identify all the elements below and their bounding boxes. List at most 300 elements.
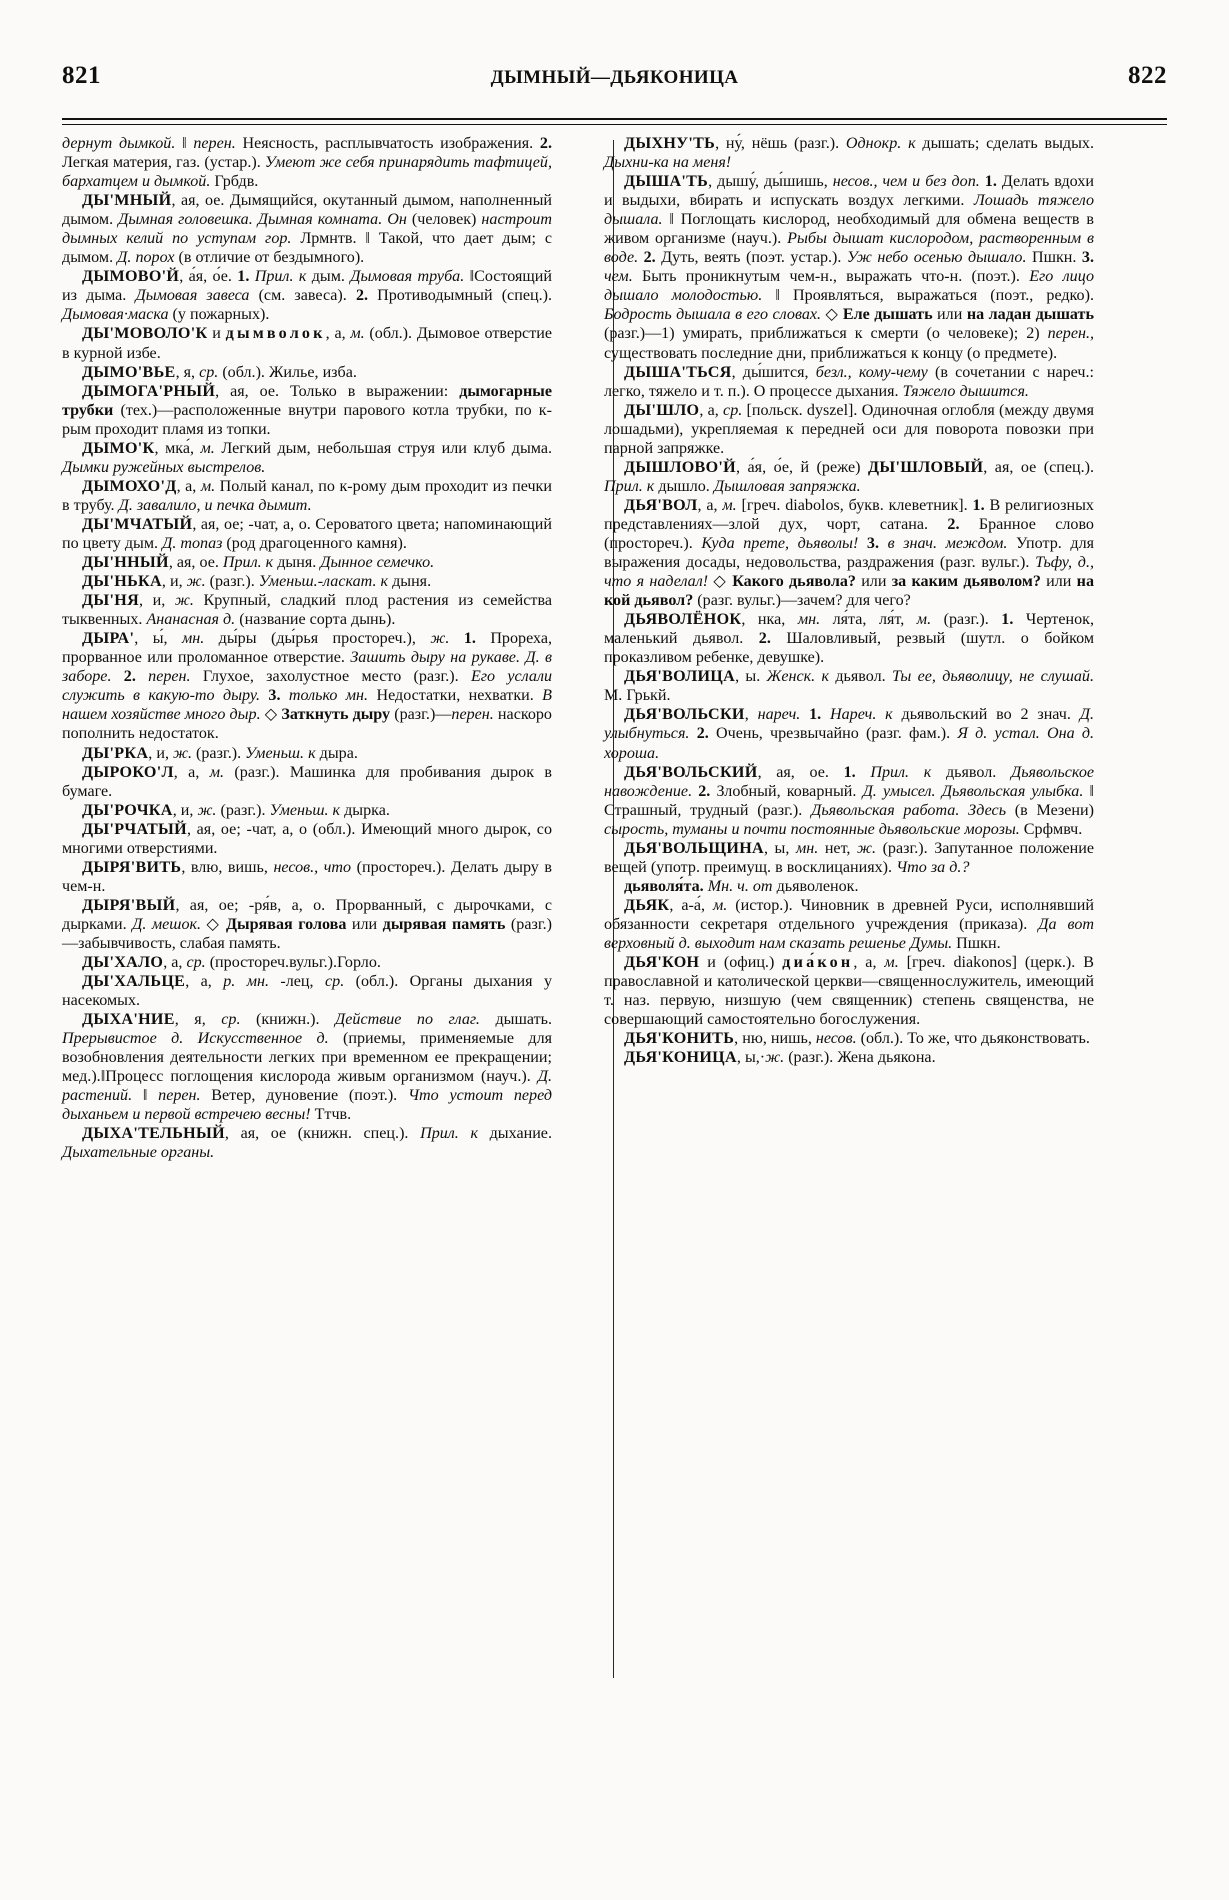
entry-text: (название сорта дынь). — [235, 611, 396, 629]
headword: ДЬЯ'ВОЛЬЩИНА — [624, 839, 764, 857]
entry-italic-text: чем. — [604, 268, 633, 286]
headword: ДЫМО'К — [82, 439, 155, 457]
entry-text: [греч. diabolos, букв. клеветник]. — [736, 496, 973, 514]
entry-text: (книжн.). — [240, 1011, 336, 1029]
dictionary-entry — [604, 705, 1094, 762]
entry-italic-text: настроит дымных келий по уступам гор. — [62, 211, 552, 248]
entry-text: дыра. — [315, 744, 358, 762]
entry-italic-text: Умеют же себя принарядить тафтицей, бархатцем и дымкой. — [62, 154, 552, 191]
entry-italic-text: Ананасная д. — [146, 611, 236, 629]
entry-text: ‖Состоящий из дыма. — [62, 268, 553, 305]
entry-bold-text: 1. — [984, 173, 997, 191]
entry-text: , и, — [161, 573, 187, 591]
entry-text: (разг.). Машинка для пробивания дырок в бумаге. — [62, 763, 552, 800]
entry-italic-text: м. — [350, 325, 365, 343]
headword: диа́кон — [782, 954, 854, 972]
entry-text: Легкая материя, газ. (устар.). — [62, 154, 265, 172]
entry-text: , и, — [139, 592, 175, 610]
headword: ДЬЯ'ВОЛЬСКИ — [624, 706, 745, 724]
entry-text: (обл.). То же, что дьяконствовать. — [856, 1030, 1090, 1048]
entry-text: дым. — [306, 268, 351, 286]
headword: ДЬЯ'ВОЛ — [624, 496, 698, 514]
entry-text: дыня. — [388, 573, 432, 591]
entry-text: существовать последние дни, приближаться к концу (о предмете). — [604, 344, 1058, 362]
entry-text: Делать вдохи и выдыхи, вбирать и испускать воздух легкими. — [604, 173, 1094, 210]
entry-text — [689, 725, 696, 742]
entry-italic-text: Женск. к — [766, 668, 829, 686]
entry-text — [858, 535, 867, 552]
headword: ДЫМОХО'Д — [82, 477, 177, 495]
dictionary-entry — [604, 458, 1094, 496]
dictionary-entry — [604, 610, 1094, 667]
entry-italic-text: только мн. — [288, 687, 369, 705]
entry-text — [856, 764, 871, 781]
headword: ДЫ'ХАЛО — [82, 954, 164, 972]
entry-text — [111, 668, 123, 685]
entry-text: ‖ Проявляться, выражаться (поэт., редко). — [762, 287, 1094, 305]
dictionary-entry — [62, 820, 552, 858]
entry-italic-text: ж. — [765, 1049, 785, 1067]
entry-bold-text: 2. — [696, 725, 709, 743]
entry-text: , я, — [175, 363, 200, 381]
entry-text: , а, — [176, 477, 201, 495]
dictionary-entry — [604, 763, 1094, 839]
headword: ДЬЯК — [624, 896, 670, 914]
headword: ДЫ'МЧАТЫЙ — [82, 515, 193, 533]
entry-bold-text: 2. — [758, 630, 771, 648]
entry-text: , ая, ое. Дымящийся, окутанный дымом, наполненный дымом. — [62, 192, 552, 229]
entry-italic-text: перен., — [1047, 325, 1094, 343]
entry-text: (разг. вульг.)—зачем? для чего? — [693, 592, 911, 610]
entry-italic-text: Уменьш. к — [245, 744, 316, 762]
dictionary-entry — [604, 953, 1094, 1029]
entry-italic-text: Дьявольская работа. Здесь — [811, 801, 1007, 819]
dictionary-entry — [604, 896, 1094, 953]
entry-italic-text: перен. — [148, 668, 191, 686]
headword: ДЬЯВОЛЁНОК — [624, 611, 742, 629]
entry-bold-text: 3. — [1081, 249, 1094, 267]
dictionary-entry — [62, 744, 552, 763]
entry-italic-text: Лошадь тяжело дышала. — [604, 192, 1094, 229]
headword: ДЫ'ШЛО — [624, 401, 700, 419]
entry-text: и (офиц.) — [699, 954, 783, 972]
dictionary-entry — [62, 439, 552, 477]
dictionary-entry — [62, 515, 552, 553]
entry-italic-text: м. — [200, 439, 215, 457]
entry-text: Легкий дым, небольшая струя или клуб дыма. — [214, 439, 552, 457]
entry-italic-text: Мн. ч. от — [707, 877, 773, 895]
entry-text: Чертенок, маленький дьявол. — [604, 611, 1094, 648]
entry-text — [800, 706, 809, 723]
dictionary-entry — [604, 1029, 1094, 1048]
entry-italic-text: м. — [200, 477, 216, 495]
entry-text: , а, — [173, 763, 210, 781]
entry-italic-text: Дынное семечко. — [320, 554, 435, 572]
entry-italic-text: м. — [722, 496, 737, 514]
entry-text: Срфмвч. — [1019, 820, 1083, 838]
entry-text: ◇ — [708, 573, 733, 591]
headword: дымволок — [225, 325, 326, 343]
entry-text: дьявол. — [829, 668, 892, 686]
entry-text: [польск. dyszel]. Одиночная оглобля (между двумя лошадьми), укрепляемая к передней оси для поворота повозки при парной запряжке. — [604, 401, 1094, 457]
entry-text: (разг.). Запутанное положение вещей (употр. преимущ. в восклицаниях). — [604, 839, 1094, 876]
entry-text: (разг.). Жена дьякона. — [784, 1049, 936, 1067]
dictionary-entry — [62, 858, 552, 896]
entry-text: , ая, ое. — [168, 554, 223, 572]
entry-text: , а, — [697, 496, 723, 514]
entry-text: Дуть, веять (поэт. устар.). — [655, 249, 847, 267]
entry-text: (тех.)—расположенные внутри парового котла трубки, по к-рым проходит пламя из топки. — [62, 401, 552, 438]
dictionary-entry — [604, 401, 1094, 458]
entry-text: Ветер, дуновение (поэт.). — [200, 1087, 408, 1105]
headword: ДЫХА'НИЕ — [82, 1011, 175, 1029]
entry-bold-text: Еле дышать — [842, 306, 933, 324]
column-right — [570, 134, 1094, 1163]
entry-text: , ну́, нёшь (разг.). — [715, 135, 846, 152]
entry-text: (разг.). — [931, 611, 1002, 629]
entry-text: (истор.). Чиновник в древней Руси, исполнявший обязанности секретаря отдельного учреждения (приказа). — [604, 896, 1094, 933]
entry-text: (человек) — [406, 211, 482, 229]
headword: ДЫ'ХАЛЬЦЕ — [82, 973, 186, 991]
entry-bold-text: за каким дьяволом? — [891, 573, 1041, 591]
entry-italic-text: Уменьш. к — [269, 801, 341, 819]
entry-text: , ая, ое (спец.). — [983, 458, 1094, 476]
entry-text: (обл.). Дымовое отверстие в курной избе. — [62, 325, 552, 362]
entry-text: , а-а́, — [669, 896, 713, 914]
entry-text: (обл.). Органы дыхания у насекомых. — [62, 973, 553, 1010]
entry-bold-text: 1. — [237, 268, 250, 286]
entry-text: ◇ — [201, 915, 226, 933]
entry-text: дыня. — [273, 554, 321, 572]
headword: ДЫРЯ'ВЫЙ — [82, 896, 176, 914]
dictionary-entry — [62, 553, 552, 572]
entry-italic-text: Дыхательные органы. — [62, 1144, 215, 1162]
entry-italic-text: Прил. к — [870, 763, 932, 781]
entry-italic-text: ср. — [325, 973, 345, 991]
entry-italic-text: Прерывистое д. Искусственное д. — [62, 1030, 329, 1048]
entry-text: ‖ Поглощать кислород, необходимый для обмена веществ в живом организме (науч.). — [604, 211, 1094, 248]
entry-text: , а, — [325, 325, 351, 343]
entry-italic-text: Дымовая завеса — [135, 287, 250, 305]
entry-italic-text: Куда прете, дьяволы! — [701, 534, 859, 552]
entry-text: ‖ Страшный, трудный (разг.). — [604, 782, 1095, 819]
entry-text: Пшкн. — [952, 934, 1001, 952]
entry-text: дырка. — [340, 801, 390, 819]
entry-bold-text: 3. — [866, 534, 879, 552]
entry-italic-text: Д. порох — [117, 249, 175, 267]
entry-text: (разг.). — [205, 573, 259, 591]
entry-text: , и, — [172, 801, 198, 819]
headword: ДЫ'РКА — [82, 744, 149, 762]
entry-italic-text: Что за д.? — [896, 858, 970, 876]
entry-text: Бранное слово (простореч.). — [604, 515, 1094, 552]
entry-bold-text: 1. — [809, 706, 822, 724]
entry-text: , а́я, о́е, й (реже) — [736, 458, 868, 476]
entry-text: , дышу́, ды́шишь, — [708, 173, 833, 191]
entry-italic-text: ж. — [186, 573, 206, 591]
entry-italic-text: ср. — [186, 954, 206, 972]
entry-text: (см. завеса). — [249, 287, 356, 305]
headword: ДЫРОКО'Л — [82, 763, 174, 781]
entry-italic-text: Действие по глаг. — [335, 1011, 480, 1029]
headword: ДЫ'ШЛОВЫЙ — [868, 458, 984, 476]
entry-italic-text: Дьявольское навождение. — [604, 763, 1095, 800]
folio-right: 822 — [1127, 62, 1167, 89]
entry-italic-text: Д. мешок. — [132, 915, 202, 933]
headword: ДЫ'РЧАТЫЙ — [82, 820, 187, 838]
entry-text: (обл.). Жилье, изба. — [218, 363, 357, 381]
entry-italic-text: Прил. к — [420, 1125, 478, 1143]
entry-text: , ая, ое. — [757, 763, 844, 781]
headword: ДЫШЛОВО'Й — [624, 458, 737, 476]
entry-text: , ды́шится, — [731, 363, 816, 381]
entry-text: (у пожарных). — [168, 306, 270, 324]
entry-italic-text: Нареч. к — [830, 706, 893, 724]
entry-text: дышло. — [654, 477, 714, 495]
entry-text: , а, — [163, 954, 187, 972]
entry-text: Полый канал, по к-рому дым проходит из печки в трубу. — [62, 477, 552, 514]
dictionary-entry — [62, 591, 552, 629]
entry-text: , ню, нишь, — [734, 1030, 816, 1048]
dictionary-entry — [62, 1124, 552, 1162]
entry-italic-text: Бодрость дышала в его словах. — [604, 306, 822, 324]
entry-bold-text: 2. — [698, 782, 711, 800]
entry-bold-text: 2. — [355, 287, 369, 305]
entry-text: Ттчв. — [310, 1106, 352, 1124]
dictionary-entry — [62, 382, 552, 439]
dictionary-entry — [604, 496, 1094, 610]
entry-text: или — [346, 915, 383, 933]
entry-italic-text: Зашить дыру на рукаве. Д. в заборе. — [62, 649, 552, 686]
entry-text: или — [855, 573, 892, 591]
entry-italic-text: Что устоит перед дыханьем и первой встречею весны! — [62, 1087, 552, 1124]
headword: ДЬЯ'ВОЛИЦА — [624, 668, 736, 686]
entry-text: дьявол. — [931, 763, 1011, 781]
dictionary-entry — [62, 972, 552, 1010]
entry-text: Противодымный (спец.). — [368, 287, 552, 305]
entry-italic-text: Уменьш.-ласкат. к — [258, 573, 389, 591]
entry-italic-text: Д. топаз — [162, 534, 223, 552]
running-head — [62, 62, 1167, 92]
entry-italic-text: Дымовая труба. — [350, 268, 465, 286]
entry-text: (род драгоценного камня). — [222, 534, 407, 552]
entry-text — [879, 535, 888, 552]
entry-bold-text: 2. — [947, 515, 960, 533]
headword: дьяволя́та. — [624, 877, 704, 895]
column-left — [62, 134, 570, 1163]
entry-text: , — [744, 706, 758, 724]
dictionary-entry — [604, 1048, 1094, 1067]
entry-text: дьявольский во 2 знач. — [892, 706, 1080, 724]
entry-text: Грбдв. — [210, 173, 259, 191]
entry-italic-text: Д. умысел. Дьявольская улыбка. — [862, 782, 1084, 800]
entry-text: Быть проникнутым чем-н., выражать что-н. (поэт.). — [632, 268, 1030, 286]
entry-text: , а, — [699, 401, 724, 419]
entry-text: -лец, — [268, 973, 325, 991]
entry-italic-text: Его лицо дышало молодостью. — [604, 268, 1094, 305]
headword: ДЫРА' — [82, 630, 135, 648]
entry-italic-text: Д. улыбнуться. — [604, 706, 1094, 743]
headword: ДЫМОГА'РНЫЙ — [82, 382, 216, 400]
headword: ДЫ'МОВОЛО'К — [82, 325, 208, 343]
entry-italic-text: ж. — [173, 744, 192, 762]
headword: ДЫША'ТЬСЯ — [624, 363, 732, 381]
entry-italic-text: м. — [209, 763, 225, 781]
headword: ДЫ'ННЫЙ — [82, 554, 169, 572]
entry-text: Прореха, прорванное или проломанное отверстие. — [62, 630, 553, 667]
entry-bold-text: Дырявая голова — [225, 915, 347, 933]
entry-italic-text: ж. — [857, 839, 876, 857]
entry-text: (разг.). — [192, 744, 246, 762]
entry-text: , и, — [148, 744, 173, 762]
entry-text: , нка, — [741, 611, 798, 629]
dictionary-entry — [604, 134, 1094, 172]
entry-italic-text: Уж небо осенью дышало. — [846, 249, 1027, 267]
entry-text — [821, 706, 830, 723]
entry-text: дьяволенок. — [772, 877, 859, 895]
headword: ДЫ'НЬКА — [82, 573, 162, 591]
entry-text: , ы. — [735, 668, 767, 686]
entry-text: дыхание. — [477, 1125, 552, 1143]
entry-italic-text: р. мн. — [223, 973, 269, 991]
entry-italic-text: Рыбы дышат кислородом, растворенным в воде. — [604, 230, 1094, 267]
entry-italic-text: Д. растений. — [62, 1068, 552, 1105]
entry-italic-text: ж. — [430, 630, 450, 648]
dictionary-entry — [604, 667, 1094, 705]
entry-text: М. Грькй. — [604, 687, 671, 705]
entry-bold-text: 1. — [463, 630, 476, 648]
dictionary-entry — [62, 953, 552, 972]
entry-italic-text: Я д. устал. Она д. хороша. — [604, 725, 1094, 762]
entry-text: Очень, чрезвычайно (разг. фам.). — [708, 725, 958, 743]
dictionary-entry — [62, 267, 552, 324]
headword: ДЫМО'ВЬЕ — [82, 363, 176, 381]
entry-bold-text: 1. — [972, 496, 985, 514]
entry-text: Употр. для выражения досады, недовольства, раздражения (разг. вульг.). — [604, 534, 1094, 572]
entry-text: , ы, — [763, 839, 796, 857]
headword: ДЬЯ'КОНИЦА — [624, 1049, 737, 1067]
entry-italic-text: дернут дымкой. — [62, 135, 176, 152]
entry-text: ‖ — [132, 1087, 159, 1105]
entry-bold-text: 2. — [643, 249, 656, 267]
entry-bold-text: 1. — [843, 763, 856, 781]
entry-bold-text: 2. — [539, 135, 552, 152]
folio-left: 821 — [62, 62, 101, 89]
entry-text: , ы́, — [134, 630, 182, 648]
entry-bold-text: 1. — [1001, 611, 1014, 629]
entry-text — [136, 668, 148, 685]
entry-text: ◇ — [821, 306, 843, 324]
entry-text: или — [1040, 573, 1077, 591]
dictionary-entry — [62, 134, 552, 191]
dictionary-entry — [62, 801, 552, 820]
entry-text: дышать; сделать выдых. — [915, 135, 1094, 152]
entry-italic-text: Прил. к — [222, 554, 274, 572]
dictionary-entry — [62, 477, 552, 515]
entry-italic-text: Дыхни-ка на меня! — [604, 154, 732, 172]
entry-text: Глухое, захолустное место (разг.). — [190, 668, 471, 686]
entry-italic-text: Дымовая·маска — [62, 306, 169, 324]
entry-italic-text: Тьфу, д., что я наделал! — [604, 554, 1094, 591]
headword: ДЫ'РОЧКА — [82, 801, 173, 819]
entry-text: Злобный, коварный. — [710, 782, 863, 800]
entry-text: ля́та, ля́т, — [820, 611, 917, 629]
entry-text: (разг.)— — [390, 706, 452, 724]
entry-text: или — [932, 306, 967, 324]
entry-italic-text: перен. — [451, 706, 494, 724]
entry-italic-text: Однокр. к — [845, 135, 916, 152]
entry-italic-text: В нашем хозяйстве много дыр. — [62, 687, 553, 724]
entry-text: (приемы, применяемые для возобновления деятельности легких при временном ее прекращении; мед.).‖Процесс поглощения кислорода живым организмом (науч.). — [62, 1030, 553, 1086]
entry-italic-text: ср. — [221, 1011, 241, 1029]
entry-italic-text: м. — [916, 611, 932, 629]
entry-italic-text: Прил. к — [254, 268, 307, 286]
entry-text: ‖ — [175, 135, 194, 152]
entry-italic-text: Дышловая запряжка. — [713, 477, 861, 495]
dictionary-entry — [62, 763, 552, 801]
entry-italic-text: Д. завалило, и печка дымит. — [118, 496, 312, 514]
entry-text: (простореч.вульг.).Горло. — [205, 954, 381, 972]
dictionary-entry — [62, 572, 552, 591]
dictionary-entry — [62, 896, 552, 953]
headword: ДЫ'НЯ — [82, 592, 139, 610]
entry-text — [280, 687, 288, 704]
entry-italic-text: мн. — [797, 611, 821, 629]
entry-italic-text: м. — [884, 954, 899, 972]
entry-text: (в сочетании с нареч.: легко, тяжело и т. п.). О процессе дыхания. — [604, 363, 1094, 400]
entry-text: Недостатки, нехватки. — [368, 687, 543, 705]
dictionary-entry — [604, 839, 1094, 877]
entry-italic-text: Да вот верховный д. выходит нам сказать решенье Думы. — [604, 915, 1094, 952]
entry-text: и — [207, 325, 226, 343]
entry-italic-text: мн. — [795, 839, 819, 857]
entry-text: , мка́, — [154, 439, 201, 457]
entry-bold-text: 3. — [268, 687, 281, 705]
entry-italic-text: Дымки ружейных выстрелов. — [62, 458, 266, 476]
entry-italic-text: нареч. — [757, 706, 801, 724]
entry-text: (простореч.). Делать дыру в чем-н. — [62, 858, 553, 895]
entry-text: Крупный, сладкий плод растения из семейства тыквенных. — [62, 592, 552, 629]
entry-text: , ая, ое. Только в выражении: — [215, 382, 460, 400]
entry-italic-text: м. — [712, 896, 728, 914]
entry-bold-text: дырявая память — [382, 915, 506, 933]
headword: ДЫ'МНЫЙ — [82, 192, 172, 210]
entry-text: (разг.)—1) умирать, приближаться к смерти (о человеке); 2) — [604, 325, 1048, 343]
entry-bold-text: дымогарные трубки — [62, 382, 552, 419]
entry-text: ды́ры (ды́рья простореч.), — [204, 630, 431, 648]
dictionary-entry — [62, 363, 552, 382]
dictionary-entry — [62, 324, 552, 362]
entry-italic-text: перен. — [193, 135, 236, 152]
entry-text: [греч. diakonos] (церк.). В православной и католической церкви—священнослужитель, имеющий т. наз. первую, низшую (чем священник) степень священства, не совершающий самостоятельно богослужения. — [604, 954, 1094, 1029]
entry-italic-text: Дымная головешка. Дымная комната. Он — [118, 211, 407, 229]
entry-italic-text: ср. — [199, 363, 219, 381]
entry-text: (разг.). — [216, 801, 270, 819]
entry-text: Шаловливый, резвый (шутл. о бойком проказливом ребенке, девушке). — [604, 630, 1094, 667]
entry-bold-text: Заткнуть дыру — [281, 706, 391, 724]
entry-italic-text: Его услали служить в какую-то дыру. — [62, 668, 553, 705]
entry-text: наскоро пополнить недостаток. — [62, 706, 552, 743]
entry-text: Пшкн. — [1026, 249, 1082, 267]
entry-text — [449, 630, 463, 647]
headword: ДЬЯ'ВОЛЬСКИЙ — [624, 763, 758, 781]
columns-container — [62, 134, 1167, 1163]
entry-text: (в Мезени) — [1006, 801, 1094, 819]
dictionary-entry — [604, 172, 1094, 362]
header-rule — [62, 118, 1167, 125]
entry-italic-text: несов., чем и без доп. — [832, 173, 980, 191]
entry-text: , ы,· — [736, 1049, 766, 1067]
